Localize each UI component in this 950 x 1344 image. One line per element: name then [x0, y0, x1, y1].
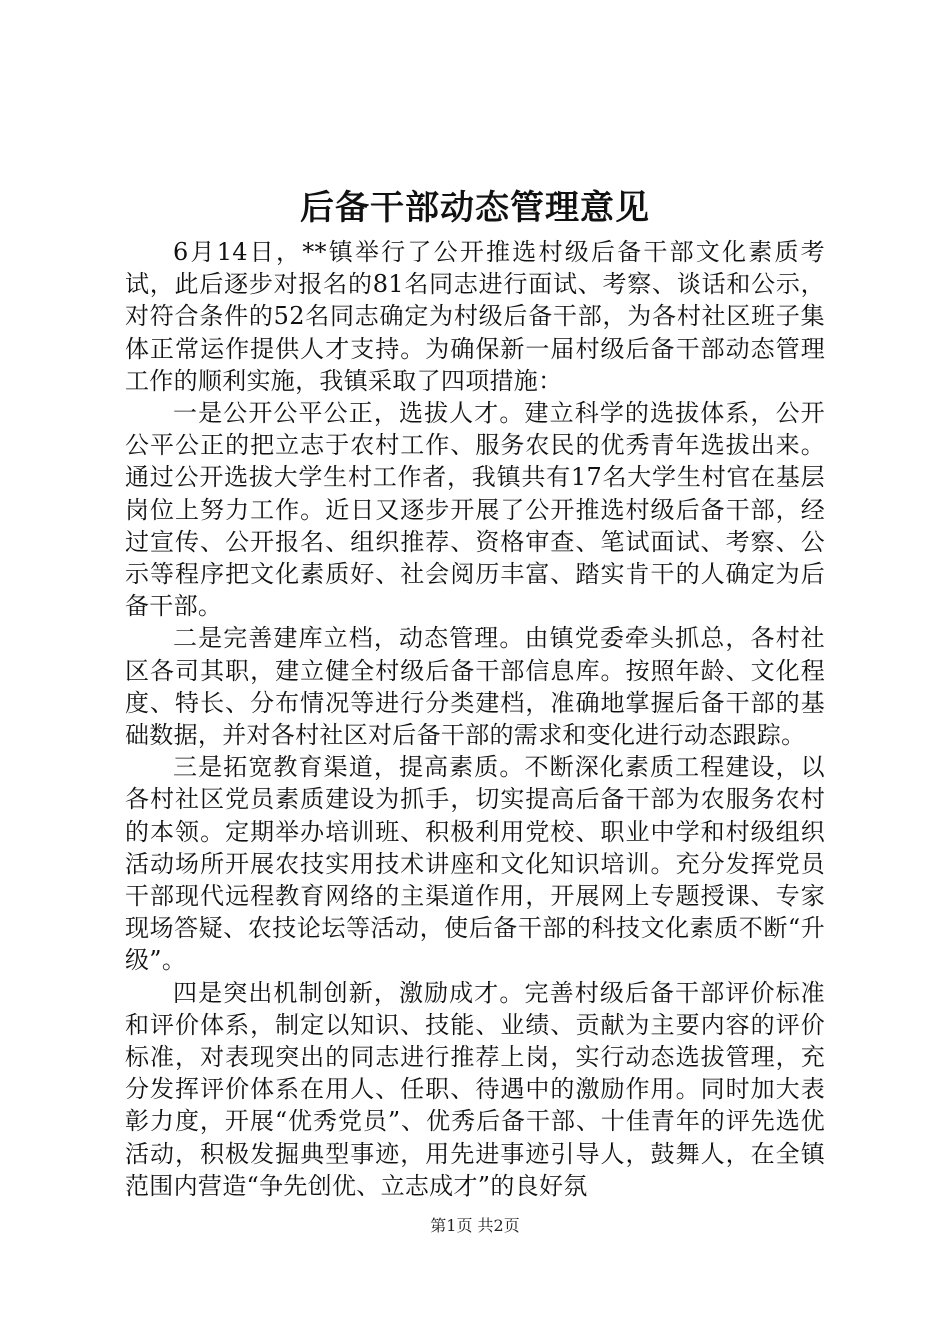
paragraph-measure-2: 二是完善建库立档，动态管理。由镇党委牵头抓总，各村社区各司其职，建立健全村级后备干部信息库。按照年龄、文化程度、特长、分布情况等进行分类建档，准确地掌握后备干部的基础数据，并对各村社区对后备干部的需求和变化进行动态跟踪。 [125, 624, 825, 750]
page-number-footer: 第1页 共2页 [430, 1216, 520, 1235]
paragraph-measure-4: 四是突出机制创新，激励成才。完善村级后备干部评价标准和评价体系，制定以知识、技能、业绩、贡献为主要内容的评价标准，对表现突出的同志进行推荐上岗，实行动态选拔管理，充分发挥评价体系在用人、任职、待遇中的激励作用。同时加大表彰力度，开展“优秀党员”、优秀后备干部、十佳青年的评先选优活动，积极发掘典型事迹，用先进事迹引导人，鼓舞人，在全镇范围内营造“争先创优、立志成才”的良好氛 [125, 978, 825, 1200]
document-title: 后备干部动态管理意见 [300, 188, 650, 228]
paragraph-measure-1: 一是公开公平公正，选拔人才。建立科学的选拔体系，公开公平公正的把立志于农村工作、服务农民的优秀青年选拔出来。通过公开选拔大学生村工作者，我镇共有17名大学生村官在基层岗位上努力工作。近日又逐步开展了公开推选村级后备干部，经过宣传、公开报名、组织推荐、资格审查、笔试面试、考察、公示等程序把文化素质好、社会阅历丰富、踏实肯干的人确定为后备干部。 [125, 399, 825, 621]
document-body [125, 236, 825, 1202]
paragraph-measure-3: 三是拓宽教育渠道，提高素质。不断深化素质工程建设，以各村社区党员素质建设为抓手，切实提高后备干部为农服务农村的本领。定期举办培训班、积极利用党校、职业中学和村级组织活动场所开展农技实用技术讲座和文化知识培训。充分发挥党员干部现代远程教育网络的主渠道作用，开展网上专题授课、专家现场答疑、农技论坛等活动，使后备干部的科技文化素质不断“升级”。 [125, 753, 825, 975]
paragraph-intro: 6月14日，**镇举行了公开推选村级后备干部文化素质考试，此后逐步对报名的81名同志进行面试、考察、谈话和公示，对符合条件的52名同志确定为村级后备干部，为各村社区班子集体正常运作提供人才支持。为确保新一届村级后备干部动态管理工作的顺利实施，我镇采取了四项措施： [125, 238, 825, 395]
